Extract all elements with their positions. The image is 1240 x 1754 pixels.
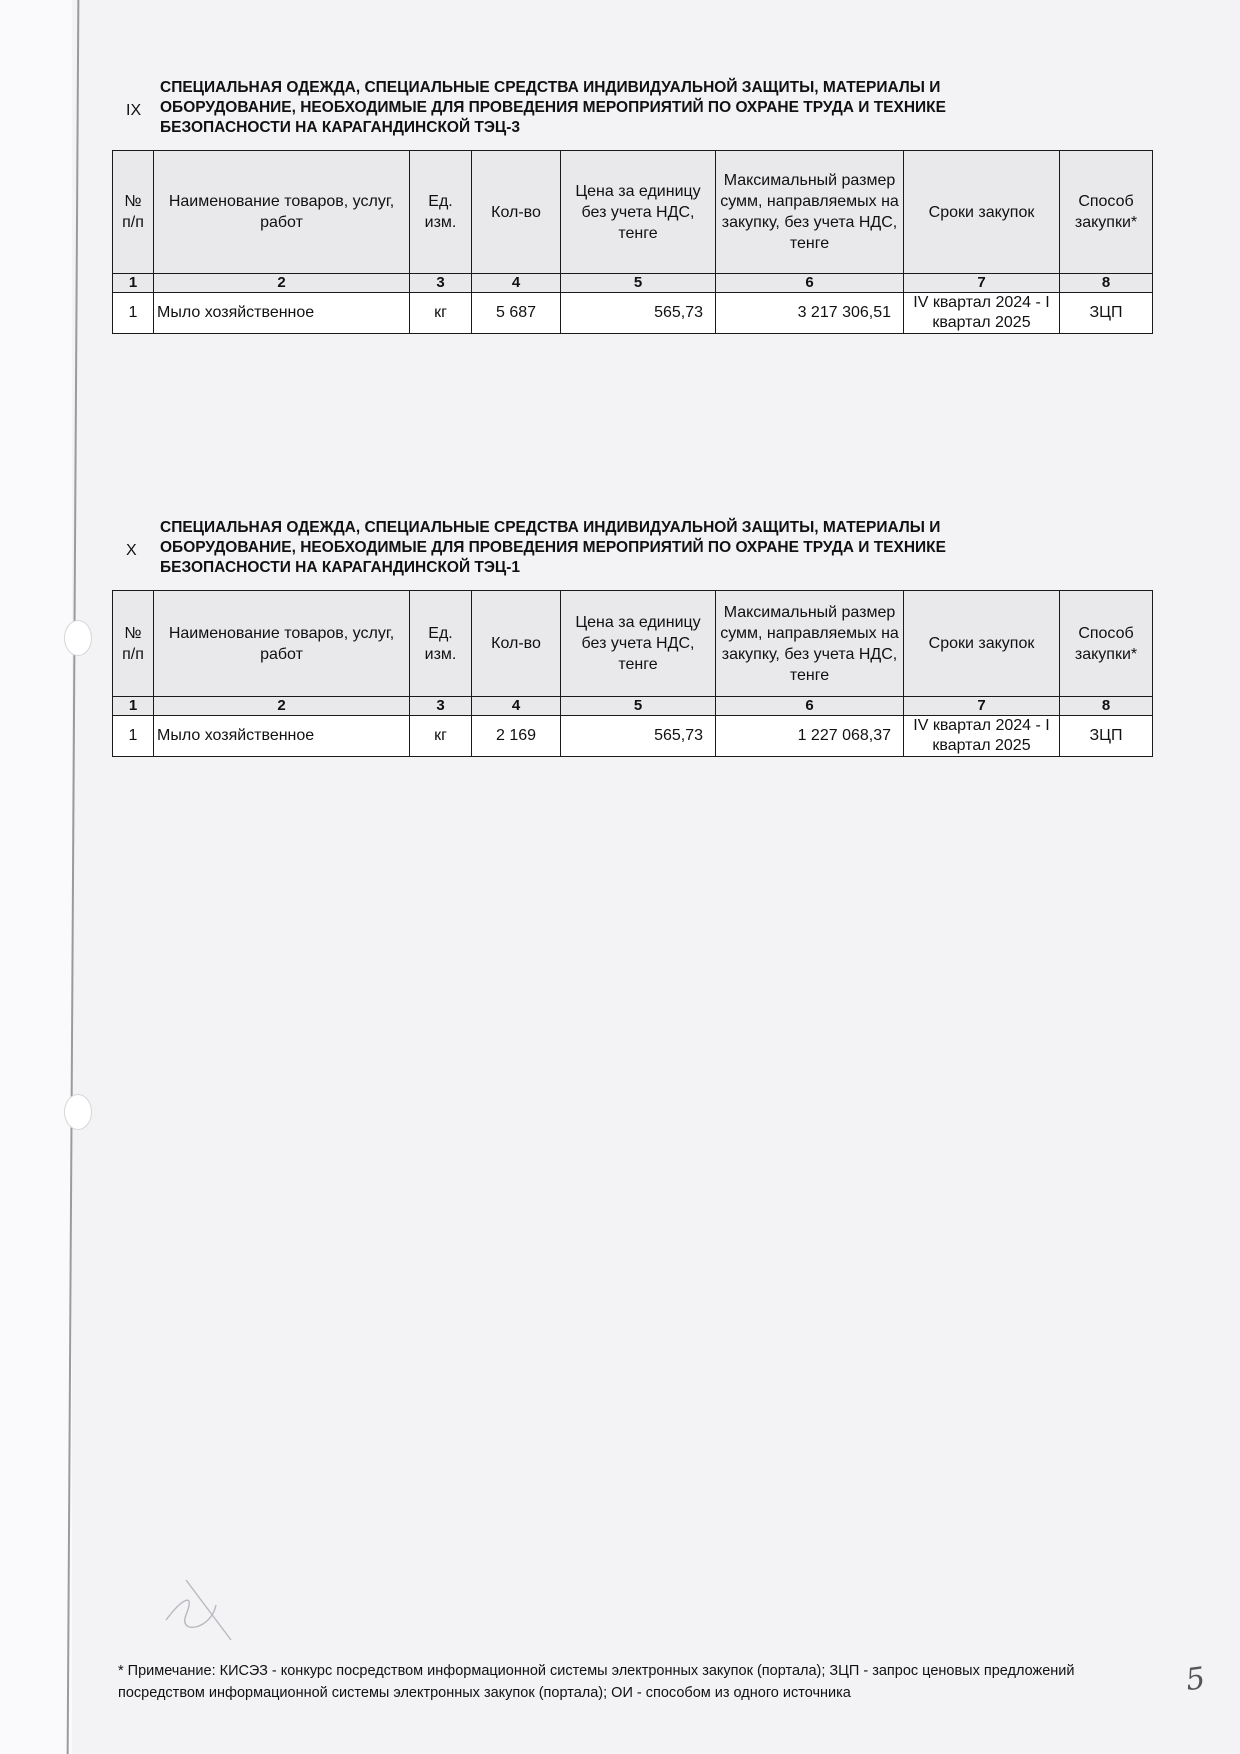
column-number: 4 xyxy=(472,274,561,293)
punch-hole-bottom xyxy=(64,1094,92,1130)
col-header-qty: Кол-во xyxy=(472,151,561,274)
procurement-table xyxy=(112,150,1153,334)
column-number: 8 xyxy=(1060,697,1153,716)
column-number-row xyxy=(113,274,1153,293)
col-header-max-sum: Максимальный размер сумм, направляемых на закупку, без учета НДС, тенге xyxy=(716,151,904,274)
procurement-table xyxy=(112,590,1153,757)
table-header-row xyxy=(113,151,1153,274)
column-number: 7 xyxy=(904,274,1060,293)
column-number-row xyxy=(113,697,1153,716)
pen-scribble xyxy=(156,1560,246,1650)
col-header-method: Способ закупки* xyxy=(1060,591,1153,697)
col-header-unit: Ед. изм. xyxy=(410,151,472,274)
col-header-price: Цена за единицу без учета НДС, тенге xyxy=(561,151,716,274)
col-header-unit: Ед. изм. xyxy=(410,591,472,697)
column-number: 1 xyxy=(113,697,154,716)
cell-method: ЗЦП xyxy=(1060,716,1153,757)
cell-qty: 2 169 xyxy=(472,716,561,757)
cell-terms: IV квартал 2024 - I квартал 2025 xyxy=(904,716,1060,757)
cell-method: ЗЦП xyxy=(1060,293,1153,334)
cell-name: Мыло хозяйственное xyxy=(154,293,410,334)
page-margin-shade xyxy=(0,0,72,1754)
col-header-terms: Сроки закупок xyxy=(904,591,1060,697)
cell-unit: кг xyxy=(410,293,472,334)
footnote: * Примечание: КИСЭЗ - конкурс посредством информационной системы электронных закупок (портала); ЗЦП - запрос ценовых предложений посредством информационной системы электронных закупок (портала); ОИ - способом из одного источника xyxy=(118,1663,1075,1701)
column-number: 5 xyxy=(561,274,716,293)
cell-price: 565,73 xyxy=(561,293,716,334)
cell-unit: кг xyxy=(410,716,472,757)
cell-qty: 5 687 xyxy=(472,293,561,334)
cell-terms: IV квартал 2024 - I квартал 2025 xyxy=(904,293,1060,334)
cell-price: 565,73 xyxy=(561,716,716,757)
table-header-row xyxy=(113,591,1153,697)
cell-max-sum: 3 217 306,51 xyxy=(716,293,904,334)
col-header-no: № п/п xyxy=(113,591,154,697)
cell-no: 1 xyxy=(113,293,154,334)
cell-max-sum: 1 227 068,37 xyxy=(716,716,904,757)
col-header-name: Наименование товаров, услуг, работ xyxy=(154,151,410,274)
table-row xyxy=(113,293,1153,334)
column-number: 2 xyxy=(154,697,410,716)
page-number: 5 xyxy=(1183,1660,1208,1699)
column-number: 1 xyxy=(113,274,154,293)
section-title: СПЕЦИАЛЬНАЯ ОДЕЖДА, СПЕЦИАЛЬНЫЕ СРЕДСТВА ИНДИВИДУАЛЬНОЙ ЗАЩИТЫ, МАТЕРИАЛЫ И ОБОРУДОВАНИЕ, НЕОБХОДИМЫЕ ДЛЯ ПРОВЕДЕНИЯ МЕРОПРИЯТИЙ ПО ОХРАНЕ ТРУДА И ТЕХНИКЕ БЕЗОПАСНОСТИ НА КАРАГАНДИНСКОЙ ТЭЦ-1 xyxy=(160,519,946,576)
punch-hole-top xyxy=(64,620,92,656)
cell-no: 1 xyxy=(113,716,154,757)
col-header-max-sum: Максимальный размер сумм, направляемых на закупку, без учета НДС, тенге xyxy=(716,591,904,697)
cell-name: Мыло хозяйственное xyxy=(154,716,410,757)
section-header xyxy=(112,78,1152,146)
column-number: 8 xyxy=(1060,274,1153,293)
section-roman-numeral: X xyxy=(126,542,137,559)
section-ix xyxy=(112,78,1152,331)
column-number: 6 xyxy=(716,274,904,293)
section-x xyxy=(112,518,1152,754)
col-header-no: № п/п xyxy=(113,151,154,274)
column-number: 6 xyxy=(716,697,904,716)
column-number: 3 xyxy=(410,274,472,293)
column-number: 7 xyxy=(904,697,1060,716)
table-row xyxy=(113,716,1153,757)
column-number: 2 xyxy=(154,274,410,293)
section-roman-numeral: IX xyxy=(126,102,142,119)
col-header-qty: Кол-во xyxy=(472,591,561,697)
col-header-method: Способ закупки* xyxy=(1060,151,1153,274)
section-title: СПЕЦИАЛЬНАЯ ОДЕЖДА, СПЕЦИАЛЬНЫЕ СРЕДСТВА ИНДИВИДУАЛЬНОЙ ЗАЩИТЫ, МАТЕРИАЛЫ И ОБОРУДОВАНИЕ, НЕОБХОДИМЫЕ ДЛЯ ПРОВЕДЕНИЯ МЕРОПРИЯТИЙ ПО ОХРАНЕ ТРУДА И ТЕХНИКЕ БЕЗОПАСНОСТИ НА КАРАГАНДИНСКОЙ ТЭЦ-3 xyxy=(160,79,946,136)
column-number: 4 xyxy=(472,697,561,716)
section-header xyxy=(112,518,1152,586)
col-header-price: Цена за единицу без учета НДС, тенге xyxy=(561,591,716,697)
column-number: 5 xyxy=(561,697,716,716)
col-header-terms: Сроки закупок xyxy=(904,151,1060,274)
col-header-name: Наименование товаров, услуг, работ xyxy=(154,591,410,697)
column-number: 3 xyxy=(410,697,472,716)
